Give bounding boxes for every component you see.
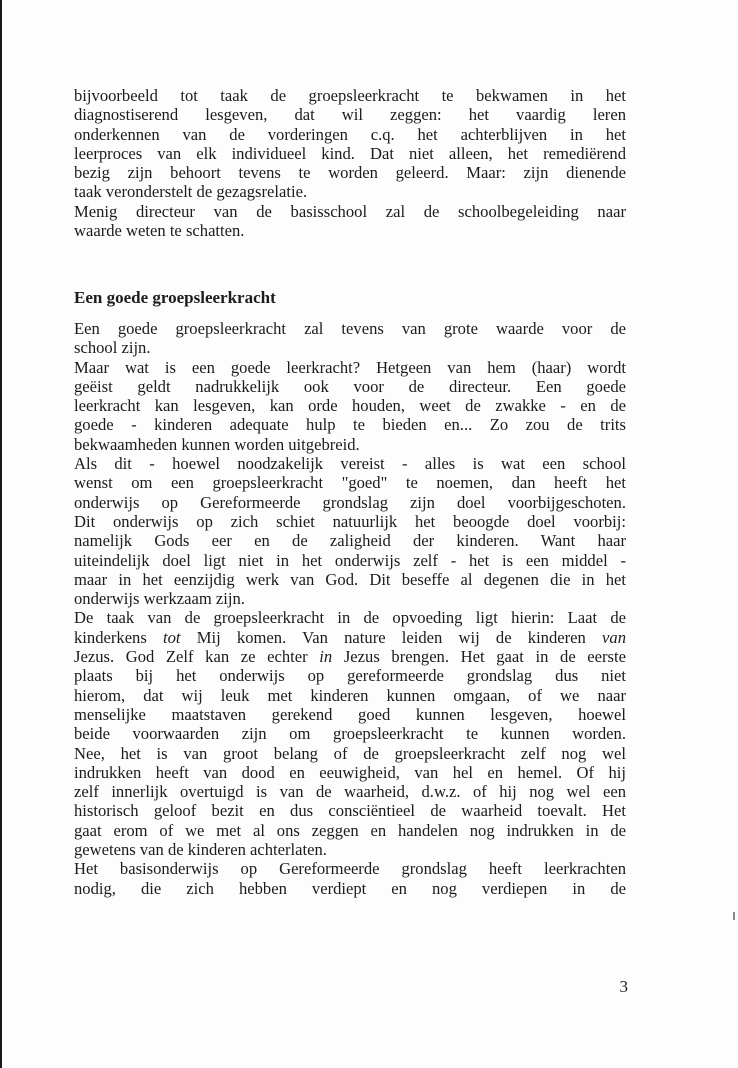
text-line: diagnostiserend lesgeven, dat wil zeggen: het vaardig leren — [74, 105, 626, 125]
text-run: Mij komen. Van nature leiden wij de kinderen — [180, 627, 603, 647]
paragraph-intro — [74, 86, 626, 240]
text-line: leerkracht kan lesgeven, kan orde houden, weet de zwakke - en de — [74, 396, 626, 416]
text-line: goede - kinderen adequate hulp te bieden en... Zo zou de trits — [74, 415, 626, 435]
text-run: kinderkens — [74, 627, 164, 647]
text-line: onderwijs op Gereformeerde grondslag zijn doel voorbijgeschoten. — [74, 492, 626, 512]
text-line: zelf innerlijk overtuigd is van de waarheid, d.w.z. of hij nog wel een — [74, 782, 626, 802]
text-line: indrukken heeft van dood en eeuwigheid, van hel en hemel. Of hij — [74, 762, 626, 782]
text-line: uiteindelijk doel ligt niet in het onderwijs zelf - het is een middel - — [74, 550, 626, 570]
emphasis-text: van — [602, 627, 626, 647]
text-line: Dit onderwijs op zich schiet natuurlijk het beoogde doel voorbij: — [74, 511, 626, 531]
text-line — [74, 628, 626, 647]
text-line: onderkennen van de vorderingen c.q. het achterblijven in het — [74, 124, 626, 144]
scan-speck — [733, 912, 735, 920]
text-line: Maar wat is een goede leerkracht? Hetgeen van hem (haar) wordt — [74, 357, 626, 377]
text-line: Het basisonderwijs op Gereformeerde grondslag heeft leerkrachten — [74, 859, 626, 879]
text-line: geëist geldt nadrukkelijk ook voor de directeur. Een goede — [74, 376, 626, 396]
text-line: hierom, dat wij leuk met kinderen kunnen omgaan, of we naar — [74, 685, 626, 705]
text-line: bezig zijn behoort tevens te worden geleerd. Maar: zijn dienende — [74, 163, 626, 183]
text-line: Nee, het is van groot belang of de groepsleerkracht zelf nog wel — [74, 743, 626, 763]
text-line: bijvoorbeeld tot taak de groepsleerkracht te bekwamen in het — [74, 86, 626, 105]
text-line: maar in het eenzijdig werk van God. Dit beseffe al degenen die in het — [74, 569, 626, 589]
text-line: gewetens van de kinderen achterlaten. — [74, 840, 327, 860]
emphasis-text: in — [319, 647, 333, 667]
text-line: menselijke maatstaven gerekend goed kunnen lesgeven, hoewel — [74, 704, 626, 724]
text-line — [74, 647, 626, 666]
text-line: plaats bij het onderwijs op gereformeerde grondslag dus niet — [74, 666, 626, 686]
text-line: namelijk Gods eer en de zaligheid der kinderen. Want haar — [74, 531, 626, 551]
text-line: Menig directeur van de basisschool zal de schoolbegeleiding naar — [74, 201, 626, 221]
scan-edge-left — [0, 0, 2, 1068]
text-line: bekwaamheden kunnen worden uitgebreid. — [74, 434, 360, 454]
text-line: historisch geloof bezit en dus consciëntieel de waarheid toevalt. Het — [74, 801, 626, 821]
text-line: school zijn. — [74, 338, 151, 358]
text-line: waarde weten te schatten. — [74, 221, 245, 241]
section-heading: Een goede groepsleerkracht — [74, 288, 276, 307]
text-line: taak veronderstelt de gezagsrelatie. — [74, 182, 308, 202]
text-line: Een goede groepsleerkracht zal tevens van grote waarde voor de — [74, 319, 626, 338]
emphasis-text: tot — [163, 627, 181, 647]
text-line: Als dit - hoewel noodzakelijk vereist - alles is wat een school — [74, 454, 626, 474]
paragraph-body — [74, 319, 626, 898]
text-run: Jezus brengen. Het gaat in de eerste — [332, 647, 626, 667]
text-line: De taak van de groepsleerkracht in de opvoeding ligt hierin: Laat de — [74, 608, 626, 628]
text-line: onderwijs werkzaam zijn. — [74, 589, 245, 609]
text-line: gaat erom of we met al ons zeggen en handelen nog indrukken in de — [74, 820, 626, 840]
text-run: Jezus. God Zelf kan ze echter — [74, 647, 320, 667]
text-line: wenst om een groepsleerkracht "goed" te noemen, dan heeft het — [74, 473, 626, 493]
page-number: 3 — [619, 977, 628, 996]
text-line: beide voorwaarden zijn om groepsleerkracht te kunnen worden. — [74, 724, 626, 744]
text-line: nodig, die zich hebben verdiept en nog verdiepen in de — [74, 878, 626, 898]
text-line: leerproces van elk individueel kind. Dat niet alleen, het remediërend — [74, 143, 626, 163]
